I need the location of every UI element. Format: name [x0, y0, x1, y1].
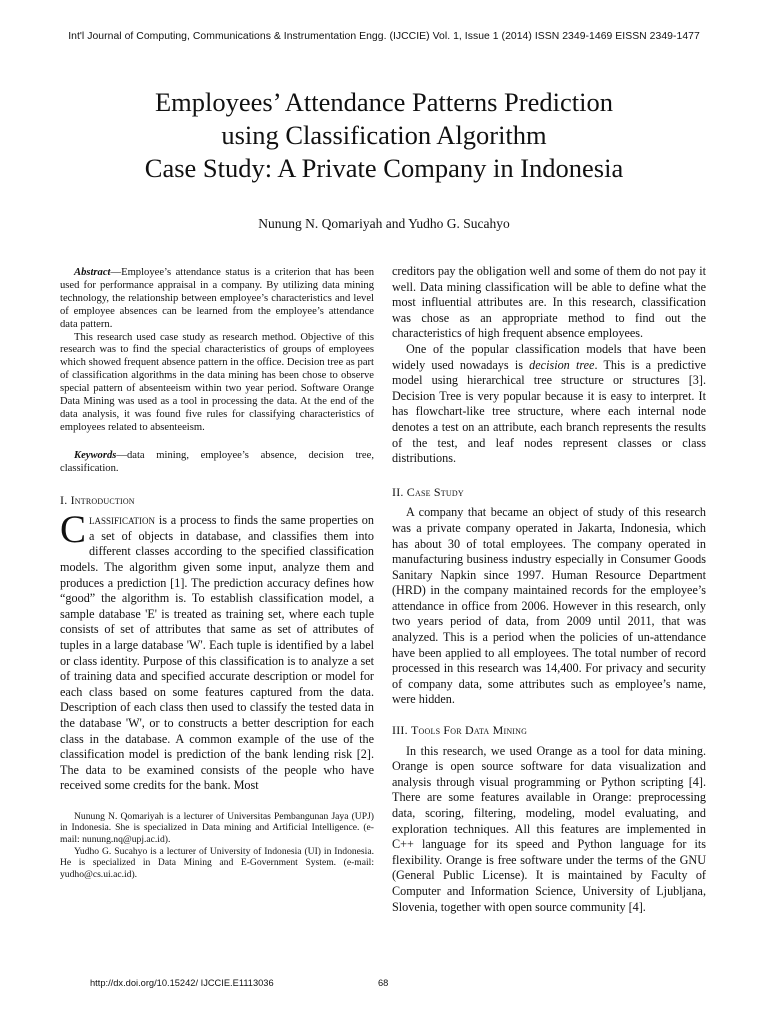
abstract	[60, 267, 374, 435]
dt-text-b: . This is a predictive model using hierarchical tree structure or structures [3]. Decision Tree is very popular because it is easy to interpret. It has flowchart-like tree structure, where each internal node denotes a test on an attribute, each branch represents the results of the test, and leaf nodes represent classes or class distributions.	[392, 357, 706, 466]
section-number: I.	[60, 492, 71, 507]
footnotes	[60, 811, 374, 881]
page-number: 68	[378, 978, 389, 988]
footnote-author-2: Yudho G. Sucahyo is a lecturer of University of Indonesia (UI) in Indonesia. He is specialized in Data Mining and E-Government System. (e-mail: yudho@cs.ui.ac.id).	[60, 845, 374, 880]
tools-paragraph: In this research, we used Orange as a tool for data mining. Orange is open source software for data visualization and analysis through visual programming or Python scripting [4]. There are some features available in Orange: preprocessing data, scoring, filtering, modeling, model evaluating, and exploration techniques. All this features are implemented in C++ language for its speed and Python language for its flexibility. Orange is free software under the terms of the GNU (General Public License). It is maintained by Faculty of Computer and Information Science, University of Ljubljana, Slovenia, together with open source community [4].	[392, 743, 706, 914]
title-line-3: Case Study: A Private Company in Indonesia	[144, 153, 624, 183]
section-heading-introduction	[60, 493, 374, 509]
title-line-2: using Classification Algorithm	[221, 120, 547, 150]
keywords-dash: —	[116, 449, 127, 461]
section-heading-tools	[392, 723, 706, 739]
section-title: Tools For Data Mining	[411, 723, 528, 738]
abstract-paragraph-1	[60, 267, 374, 332]
intro-text: is a process to finds the same properties on a set of objects in database, and classifies them into different classes according to the specified classification models. The algorithm given some input, analyze them and produces a prediction [1]. The prediction accuracy defines how “good” the algorithm is. To establish classification model, a sample database 'E' is treated as training set, where each tuple consists of set of attributes that same as set of attributes of tuples in a large database 'W'. Each tuple is identified by a label or class identity. Purpose of this classification is to analyze a set of training data and specified accurate description or model for each class based on some features captured from the data. Description of each class then used to classify the tested data in the database 'W', or to constructs a better description for each class in the database. A common example of the use of the classification model is prediction of the bank lending risk [2]. The data to be examined consists of the people who have received some credits for the bank. Most	[60, 513, 374, 793]
section-heading-case-study	[392, 485, 706, 501]
doi-link[interactable]: http://dx.doi.org/10.15242/ IJCCIE.E1113036	[90, 978, 274, 988]
section-title: Case Study	[406, 484, 464, 499]
keywords-text: data mining, employee’s absence, decision tree, classification.	[60, 449, 374, 474]
abstract-label: Abstract	[74, 267, 111, 278]
abstract-paragraph-2: This research used case study as research method. Objective of this research was to find the special characteristics of groups of employees which showed frequent absence pattern in the office. Decision tree as part of classification algorithms in the data mining has been chose to observe special pattern of absenteeism within two year period. Software Orange Data Mining was used as a tool in processing the data. At the end of the data analysis, it was found five rules for classifying characteristics of employees related to absenteeism.	[60, 331, 374, 433]
abstract-text-1: Employee’s attendance status is a criterion that has been used for performance appraisal in a company. By utilizing data mining technology, the relationship between employee’s characteristics and level of employee absences can be learned from the employee’s attendance data pattern.	[60, 267, 374, 330]
keywords	[60, 450, 374, 476]
intro-first-word: lassification	[89, 513, 156, 528]
section-title: Introduction	[70, 492, 135, 507]
left-column	[60, 264, 374, 880]
drop-cap: C	[60, 508, 87, 552]
dt-text-a: One of the popular classification models that have been widely used nowadays is	[392, 341, 706, 372]
section-number: II.	[392, 484, 407, 499]
abstract-dash: —	[110, 267, 122, 278]
keywords-label: Keywords	[74, 449, 117, 461]
journal-header: Int'l Journal of Computing, Communications & Instrumentation Engg. (IJCCIE) Vol. 1, Issue 1 (2014) ISSN 2349-1469 EISSN 2349-1477	[68, 31, 700, 42]
section-number: III.	[392, 723, 411, 738]
introduction-paragraph	[60, 508, 374, 794]
paper-title	[0, 86, 768, 185]
case-study-paragraph: A company that became an object of study of this research was a private company operated in Jakarta, Indonesia, which has about 30 of total employees. The company operated in manufacturing business industry especially in Consumer Goods Sanitary Napkin since 1997. Human Resource Department (HRD) in the company maintained records for the employee’s attendance in office from 2006. However in this research, only two years period of data, from 2009 until 2011, that was analyzed. This is a period when the policies of un-attendance have been applied to all employees. The total number of record processed in this research was 14,400. For privacy and security of company data, some attributes such as employee’s name, were hidden.	[392, 505, 706, 707]
intro-continuation: creditors pay the obligation well and some of them do not pay it well. Data mining classification will be able to define what the most influential attributes are. In this research, classification was chose as an appropriate method to find out the characteristics of high frequent absence employees.	[392, 264, 706, 341]
decision-tree-paragraph	[392, 342, 706, 467]
authors: Nunung N. Qomariyah and Yudho G. Sucahyo	[258, 216, 510, 231]
footnote-author-1: Nunung N. Qomariyah is a lecturer of Universitas Pembangunan Jaya (UPJ) in Indonesia. She is specialized in Data mining and Artificial Intelligence. (e-mail: nunung.nq@upj.ac.id).	[60, 810, 374, 846]
right-column	[392, 264, 706, 915]
dt-term: decision tree	[529, 357, 595, 372]
title-line-1: Employees’ Attendance Patterns Prediction	[155, 87, 613, 117]
